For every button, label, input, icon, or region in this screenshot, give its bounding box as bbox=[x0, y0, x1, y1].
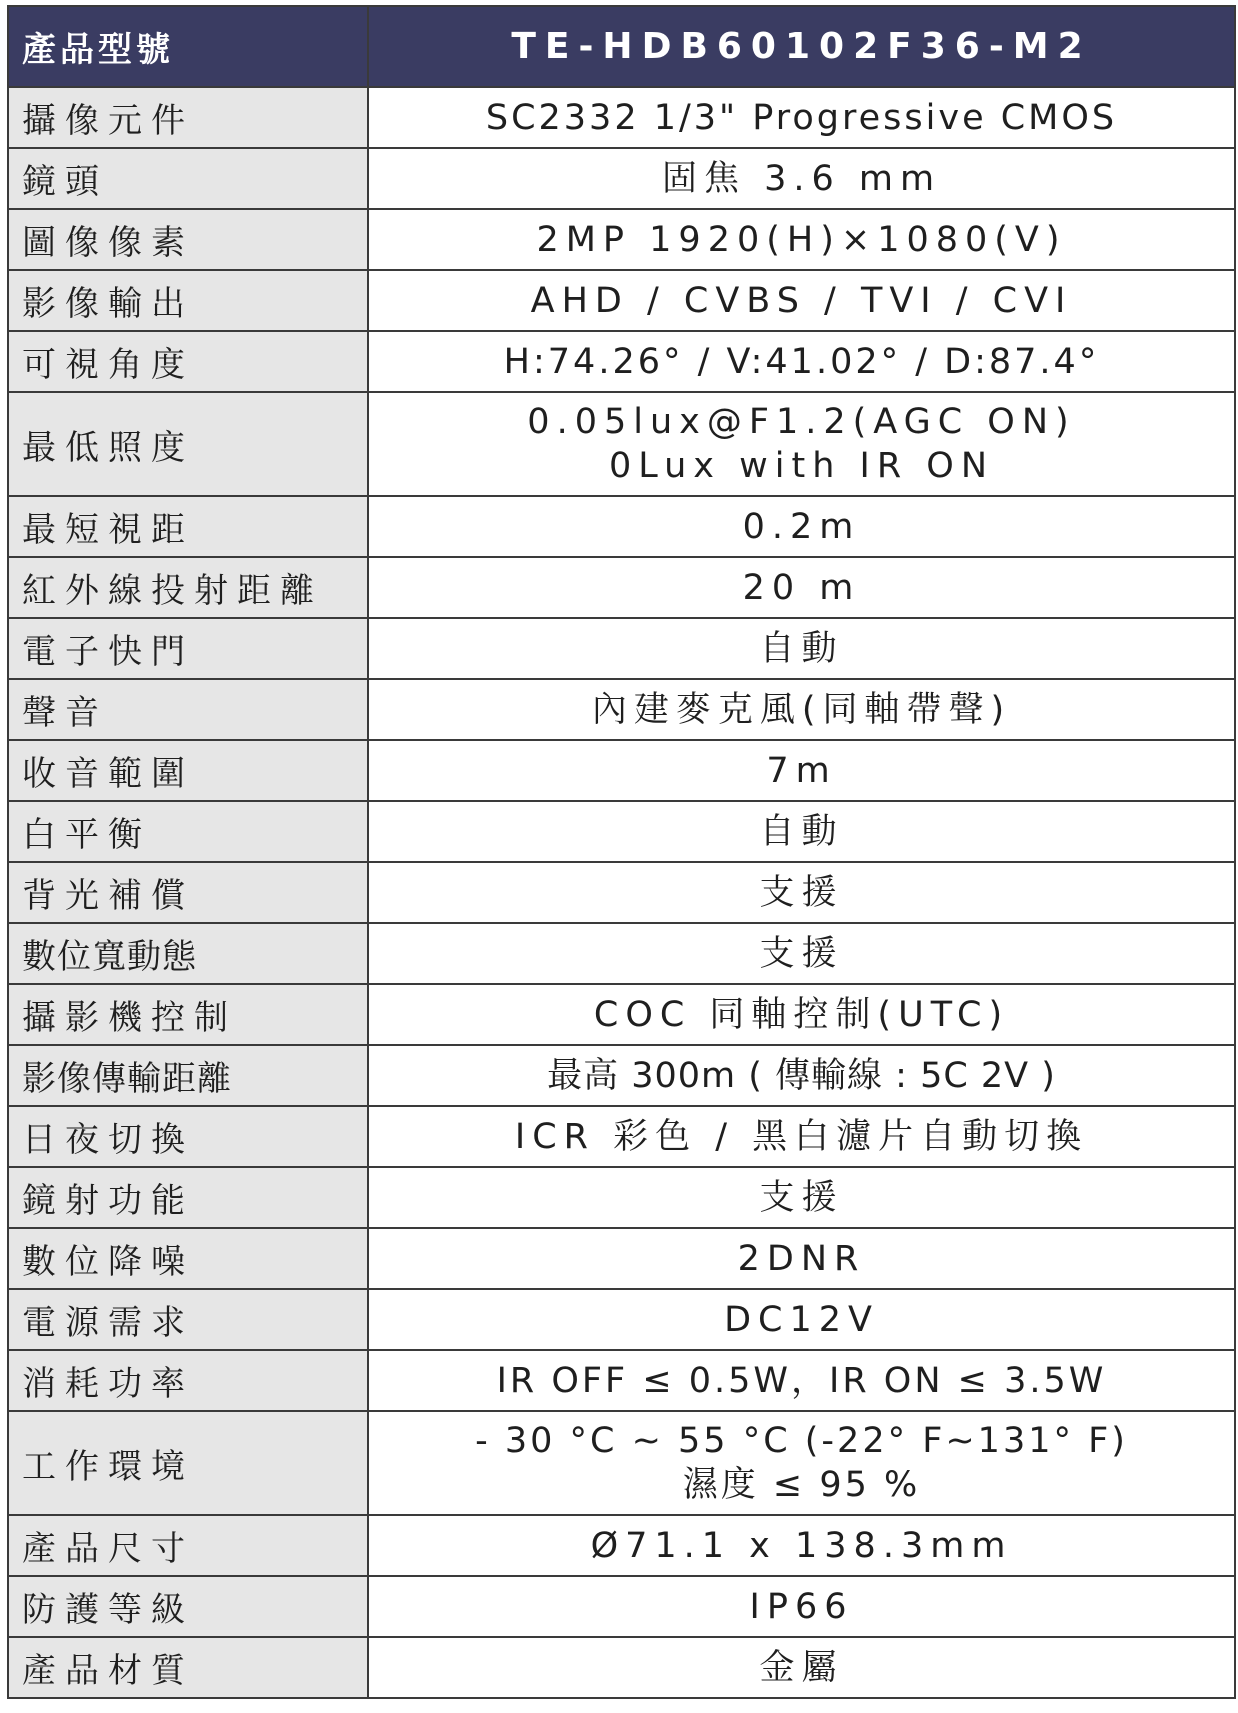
spec-label: 攝影機控制 bbox=[8, 984, 368, 1045]
spec-value bbox=[368, 392, 1235, 496]
spec-label: 紅外線投射距離 bbox=[8, 557, 368, 618]
spec-value: 20 m bbox=[368, 557, 1235, 618]
header-row bbox=[8, 6, 1235, 87]
spec-label: 可視角度 bbox=[8, 331, 368, 392]
spec-row-lens bbox=[8, 148, 1235, 209]
spec-value: 2DNR bbox=[368, 1228, 1235, 1289]
spec-label: 圖像像素 bbox=[8, 209, 368, 270]
spec-value: H:74.26° / V:41.02° / D:87.4° bbox=[368, 331, 1235, 392]
spec-value: 支援 bbox=[368, 923, 1235, 984]
spec-value-line: 0Lux with IR ON bbox=[608, 446, 995, 486]
spec-row-material bbox=[8, 1637, 1235, 1698]
spec-value: ICR 彩色 / 黑白濾片自動切換 bbox=[368, 1106, 1235, 1167]
spec-row-wdr bbox=[8, 923, 1235, 984]
spec-row-video-output bbox=[8, 270, 1235, 331]
spec-value: 2MP 1920(H)×1080(V) bbox=[368, 209, 1235, 270]
spec-row-transmission bbox=[8, 1045, 1235, 1106]
model-number: TE-HDB60102F36-M2 bbox=[368, 6, 1235, 87]
spec-value: IP66 bbox=[368, 1576, 1235, 1637]
spec-label: 最短視距 bbox=[8, 496, 368, 557]
spec-row-white-balance bbox=[8, 801, 1235, 862]
spec-label: 產品材質 bbox=[8, 1637, 368, 1698]
spec-value: 最高 300m ( 傳輸線 : 5C 2V ) bbox=[368, 1045, 1235, 1106]
spec-label: 工作環境 bbox=[8, 1411, 368, 1515]
spec-row-power bbox=[8, 1289, 1235, 1350]
spec-label: 影像輸出 bbox=[8, 270, 368, 331]
spec-row-backlight bbox=[8, 862, 1235, 923]
spec-row-min-distance bbox=[8, 496, 1235, 557]
spec-row-mirror bbox=[8, 1167, 1235, 1228]
spec-row-resolution bbox=[8, 209, 1235, 270]
spec-value: 自動 bbox=[368, 801, 1235, 862]
spec-label: 電源需求 bbox=[8, 1289, 368, 1350]
spec-label: 消耗功率 bbox=[8, 1350, 368, 1411]
spec-row-day-night bbox=[8, 1106, 1235, 1167]
spec-row-dimensions bbox=[8, 1515, 1235, 1576]
spec-label: 聲音 bbox=[8, 679, 368, 740]
spec-value: 支援 bbox=[368, 1167, 1235, 1228]
spec-row-noise-reduction bbox=[8, 1228, 1235, 1289]
spec-row-shutter bbox=[8, 618, 1235, 679]
spec-label: 白平衡 bbox=[8, 801, 368, 862]
spec-row-camera-control bbox=[8, 984, 1235, 1045]
spec-label: 電子快門 bbox=[8, 618, 368, 679]
spec-label: 防護等級 bbox=[8, 1576, 368, 1637]
spec-value-line: - 30 °C ~ 55 °C (-22° F~131° F) bbox=[475, 1421, 1128, 1461]
spec-value bbox=[368, 1411, 1235, 1515]
spec-row-sensor bbox=[8, 87, 1235, 148]
spec-value: Ø71.1 x 138.3mm bbox=[368, 1515, 1235, 1576]
spec-label: 最低照度 bbox=[8, 392, 368, 496]
spec-label: 產品尺寸 bbox=[8, 1515, 368, 1576]
spec-label: 鏡射功能 bbox=[8, 1167, 368, 1228]
spec-row-audio bbox=[8, 679, 1235, 740]
spec-value-line: 0.05lux@F1.2(AGC ON) bbox=[527, 402, 1076, 442]
spec-row-consumption bbox=[8, 1350, 1235, 1411]
spec-label: 收音範圍 bbox=[8, 740, 368, 801]
spec-value: 內建麥克風(同軸帶聲) bbox=[368, 679, 1235, 740]
spec-row-view-angle bbox=[8, 331, 1235, 392]
spec-value: 0.2m bbox=[368, 496, 1235, 557]
spec-label: 攝像元件 bbox=[8, 87, 368, 148]
spec-value: DC12V bbox=[368, 1289, 1235, 1350]
spec-label: 影像傳輸距離 bbox=[8, 1045, 368, 1106]
spec-value: 金屬 bbox=[368, 1637, 1235, 1698]
spec-row-environment bbox=[8, 1411, 1235, 1515]
spec-value: 支援 bbox=[368, 862, 1235, 923]
spec-row-protection bbox=[8, 1576, 1235, 1637]
spec-label: 日夜切換 bbox=[8, 1106, 368, 1167]
spec-value-line: 濕度 ≤ 95 % bbox=[682, 1465, 921, 1505]
spec-value: COC 同軸控制(UTC) bbox=[368, 984, 1235, 1045]
spec-value: 固焦 3.6 mm bbox=[368, 148, 1235, 209]
spec-value: SC2332 1/3" Progressive CMOS bbox=[368, 87, 1235, 148]
header-label: 產品型號 bbox=[8, 6, 368, 87]
spec-label: 背光補償 bbox=[8, 862, 368, 923]
spec-value: IR OFF ≤ 0.5W，IR ON ≤ 3.5W bbox=[368, 1350, 1235, 1411]
spec-value: 自動 bbox=[368, 618, 1235, 679]
spec-row-ir-distance bbox=[8, 557, 1235, 618]
spec-row-min-illumination bbox=[8, 392, 1235, 496]
spec-label: 數位降噪 bbox=[8, 1228, 368, 1289]
spec-table bbox=[7, 5, 1236, 1699]
spec-value: 7m bbox=[368, 740, 1235, 801]
spec-row-audio-range bbox=[8, 740, 1235, 801]
spec-value: AHD / CVBS / TVI / CVI bbox=[368, 270, 1235, 331]
spec-label: 鏡頭 bbox=[8, 148, 368, 209]
spec-label: 數位寬動態 bbox=[8, 923, 368, 984]
